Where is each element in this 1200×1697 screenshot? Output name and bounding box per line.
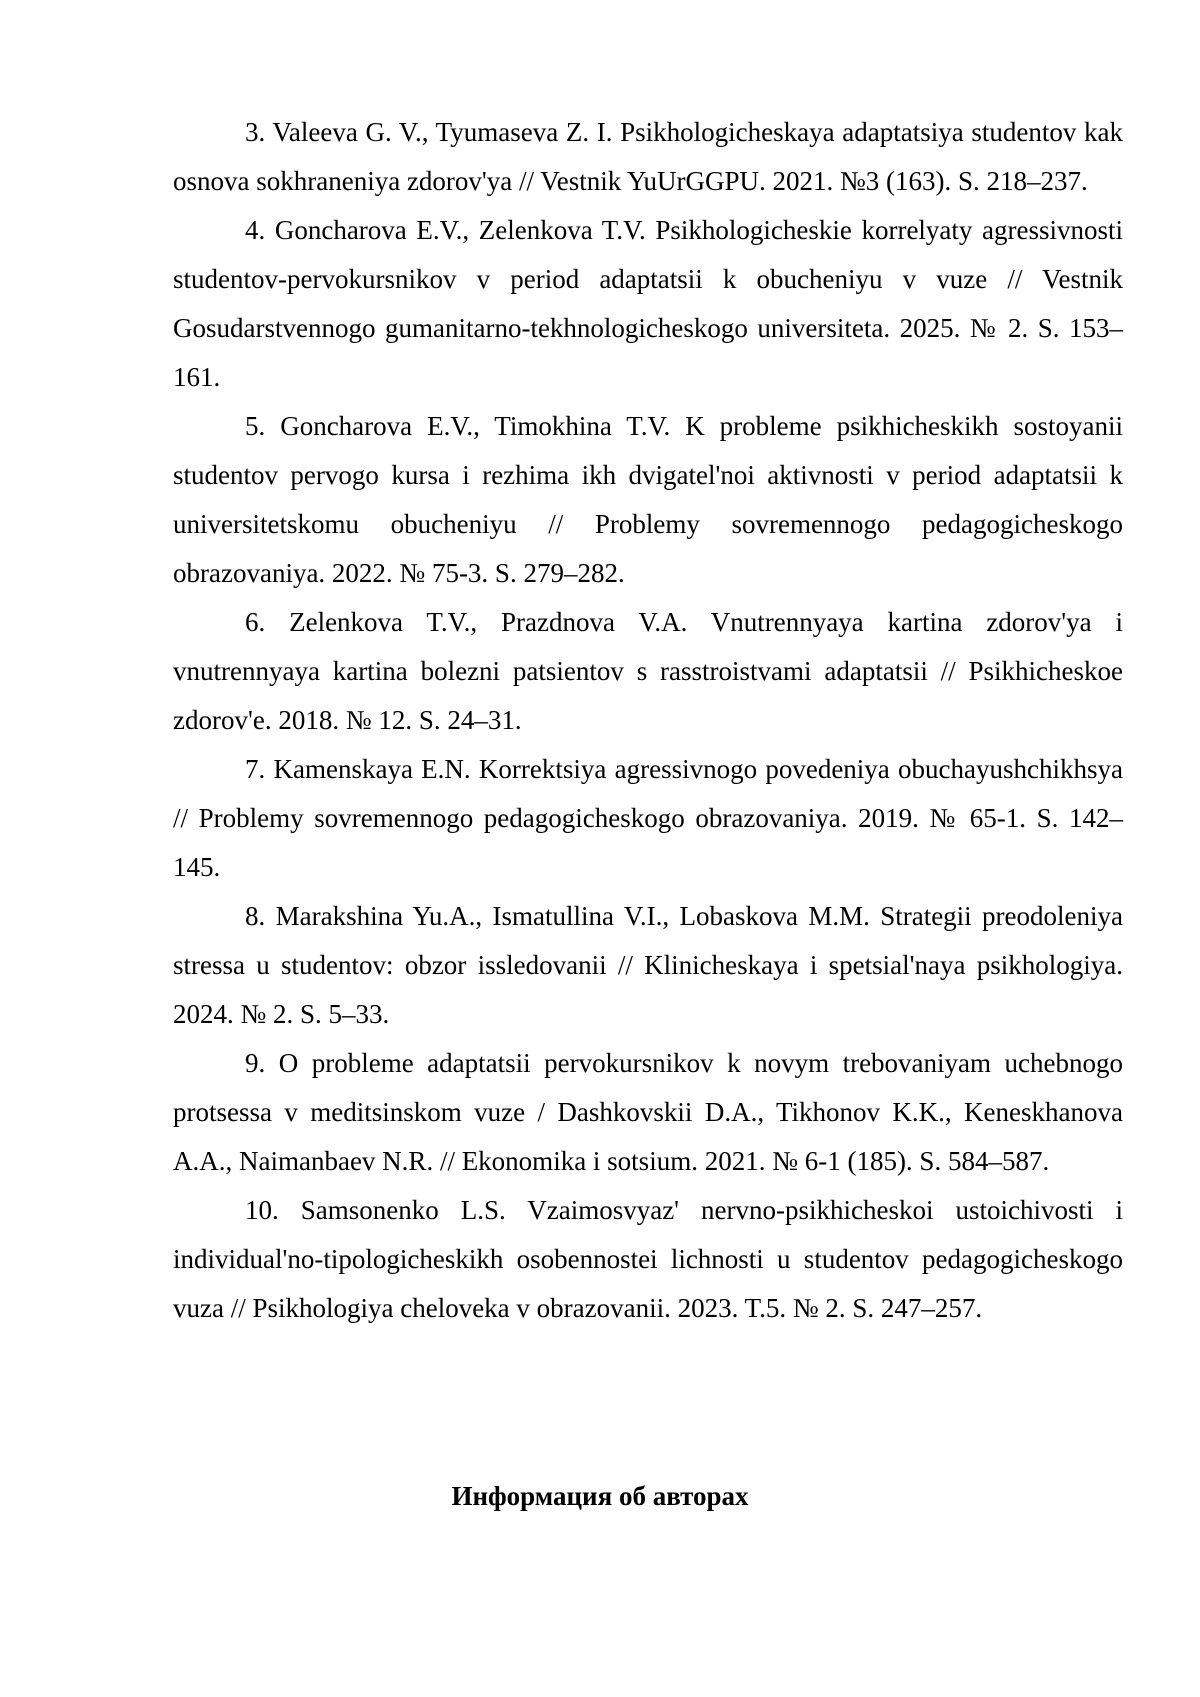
reference-list bbox=[173, 108, 1123, 1333]
reference-item-4: 4. Goncharova E.V., Zelenkova T.V. Psikhologicheskie korrelyaty agressivnosti studentov-pervokursnikov v period adaptatsii k obucheniyu v vuze // Vestnik Gosudarstvennogo gumanitarno-tekhnologicheskogo universiteta. 2025. № 2. S. 153–161. bbox=[173, 215, 1123, 392]
reference-item-6: 6. Zelenkova T.V., Prazdnova V.A. Vnutrennyaya kartina zdorov'ya i vnutrennyaya kartina bolezni patsientov s rasstroistvami adaptatsii // Psikhicheskoe zdorov'e. 2018. № 12. S. 24–31. bbox=[173, 607, 1123, 735]
reference-item-8: 8. Marakshina Yu.A., Ismatullina V.I., Lobaskova M.M. Strategii preodoleniya stressa u studentov: obzor issledovanii // Klinicheskaya i spetsial'naya psikhologiya. 2024. № 2. S. 5–33. bbox=[173, 901, 1123, 1029]
reference-item-7: 7. Kamenskaya E.N. Korrektsiya agressivnogo povedeniya obuchayushchikhsya // Problemy sovremennogo pedagogicheskogo obrazovaniya. 2019. № 65-1. S. 142–145. bbox=[173, 754, 1123, 882]
reference-item-5: 5. Goncharova E.V., Timokhina T.V. K probleme psikhicheskikh sostoyanii studentov pervogo kursa i rezhima ikh dvigatel'noi aktivnosti v period adaptatsii k universitetskomu obucheniyu // Problemy sovremennogo pedagogicheskogo obrazovaniya. 2022. № 75-3. S. 279–282. bbox=[173, 411, 1123, 588]
reference-item-9: 9. O probleme adaptatsii pervokursnikov k novym trebovaniyam uchebnogo protsessa v meditsinskom vuze / Dashkovskii D.A., Tikhonov K.K., Keneskhanova A.A., Naimanbaev N.R. // Ekonomika i sotsium. 2021. № 6-1 (185). S. 584–587. bbox=[173, 1048, 1123, 1176]
reference-item-10: 10. Samsonenko L.S. Vzaimosvyaz' nervno-psikhicheskoi ustoichivosti i individual'no-tipologicheskikh osobennostei lichnosti u studentov pedagogicheskogo vuza // Psikhologiya cheloveka v obrazovanii. 2023. T.5. № 2. S. 247–257. bbox=[173, 1195, 1123, 1323]
reference-item-3: 3. Valeeva G. V., Tyumaseva Z. I. Psikhologicheskaya adaptatsiya studentov kak osnova sokhraneniya zdorov'ya // Vestnik YuUrGGPU. 2021. №3 (163). S. 218–237. bbox=[173, 117, 1123, 196]
authors-info-heading: Информация об авторах bbox=[451, 1481, 749, 1511]
